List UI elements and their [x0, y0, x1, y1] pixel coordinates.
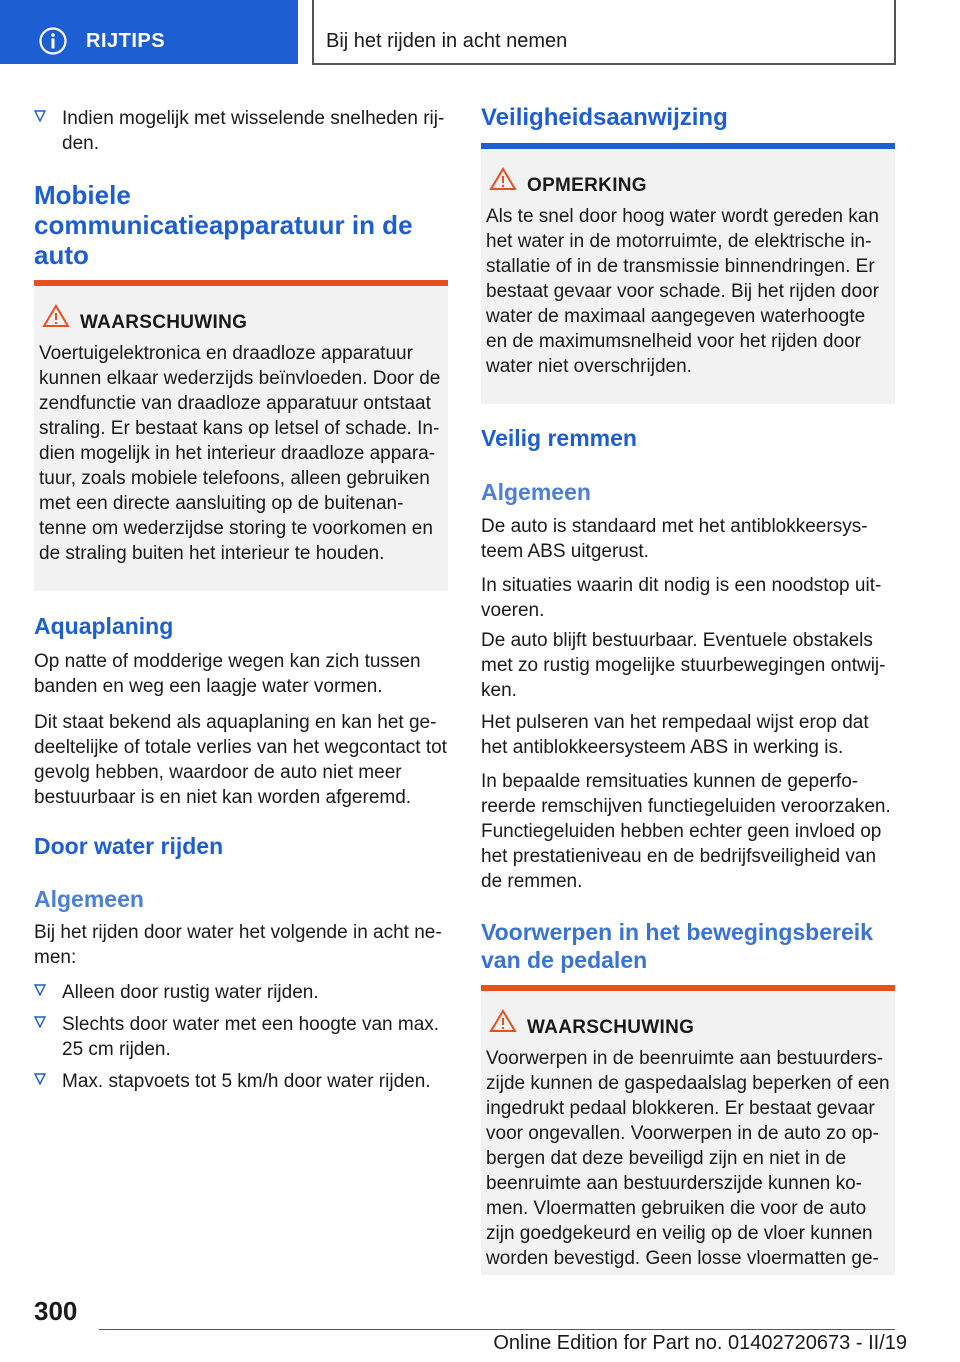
triangle-bullet-icon	[34, 984, 46, 996]
warning-box	[481, 985, 895, 1275]
section-heading: Mobiele communicatieapparatuur in de auto	[34, 180, 413, 270]
info-icon	[38, 26, 68, 56]
note-box	[481, 143, 895, 404]
warning-box	[34, 280, 448, 591]
warning-label: WAARSCHUWING	[527, 1017, 695, 1038]
footer-edition: Online Edition for Part no. 01402720673 - II/19	[493, 1332, 907, 1354]
paragraph: Bij het rijden door water het volgende in acht ne-men:	[34, 922, 442, 968]
note-label: OPMERKING	[527, 175, 647, 196]
section-tab	[0, 0, 298, 64]
warning-triangle-icon	[489, 1009, 517, 1033]
triangle-bullet-icon	[34, 1016, 46, 1028]
chapter-title-box	[312, 0, 896, 65]
section-heading: Aquaplaning	[34, 613, 174, 639]
paragraph: Op natte of modderige wegen kan zich tussen banden en weg een laagje water vormen.	[34, 651, 421, 697]
subheading: Algemeen	[481, 479, 591, 505]
section-heading: Veiligheidsaanwijzing	[481, 104, 728, 131]
paragraph: In bepaalde remsituaties kunnen de geperfo-reerde remschijven functiegeluiden veroorzaken. Functiegeluiden hebben echter geen invloed op het prestatieniveau en de bedrijfsveiligheid van de remmen.	[481, 771, 891, 892]
warning-triangle-icon	[489, 167, 517, 191]
warning-triangle-icon	[42, 304, 70, 328]
paragraph: De auto is standaard met het antiblokkeersys-teem ABS uitgerust.	[481, 516, 868, 562]
warning-text: Voertuigelektronica en draadloze apparatuur kunnen elkaar wederzijds beïnvloeden. Door de zendfunctie van draadloze apparatuur ontstaat straling. Er bestaat kans op letsel of schade. In-dien mogelijk in het interieur draadloze appara-tuur, zoals mobiele telefoons, alleen gebruiken met een directe aansluiting op de buitenan-tenne om wederzijdse storing te voorkomen en de straling buiten het interieur te houden.	[39, 343, 441, 564]
chapter-title: Bij het rijden in acht nemen	[326, 30, 568, 52]
section-label: RIJTIPS	[86, 30, 166, 52]
subheading: Voorwerpen in het bewegingsbereik van de pedalen	[481, 919, 873, 973]
section-heading: Door water rijden	[34, 833, 224, 859]
paragraph: De auto blijft bestuurbaar. Eventuele obstakels met zo rustig mogelijke stuurbewegingen ontwij-ken.	[481, 630, 886, 701]
warning-label: WAARSCHUWING	[80, 312, 248, 333]
note-text: Als te snel door hoog water wordt gereden kan het water in de motorruimte, de elektrische in-stallatie of in de transmissie binnendringen. Er bestaat gevaar voor schade. Bij het rijden door water de maximaal aangegeven waterhoogte en de maximumsnelheid voor het rijden door water niet overschrijden.	[486, 206, 879, 377]
page-number: 300	[34, 1296, 78, 1326]
warning-text: Voorwerpen in de beenruimte aan bestuurders-zijde kunnen de gaspedaalslag beperken of een ingedrukt pedaal blokkeren. Er bestaat gevaar voor ongevallen. Voorwerpen in de auto zo op-bergen dat deze beveiligd zijn en niet in de beenruimte aan bestuurderszijde kunnen ko-men. Vloermatten gebruiken die voor de auto zijn goedgekeurd en veilig op de vloer kunnen worden bevestigd. Geen losse vloermatten ge-	[486, 1048, 890, 1269]
triangle-bullet-icon	[34, 110, 46, 122]
footer-divider	[99, 1329, 895, 1330]
paragraph: Het pulseren van het rempedaal wijst erop dat het antiblokkeersysteem ABS in werking is.	[481, 712, 869, 758]
triangle-bullet-icon	[34, 1073, 46, 1085]
subheading: Algemeen	[34, 886, 144, 912]
paragraph: Dit staat bekend als aquaplaning en kan het ge-deeltelijke of totale verlies van het wegcontact tot gevolg hebben, waardoor de auto niet meer bestuurbaar is en niet kan worden afgeremd.	[34, 712, 447, 808]
paragraph: In situaties waarin dit nodig is een noodstop uit-voeren.	[481, 575, 882, 621]
section-heading: Veilig remmen	[481, 425, 637, 451]
